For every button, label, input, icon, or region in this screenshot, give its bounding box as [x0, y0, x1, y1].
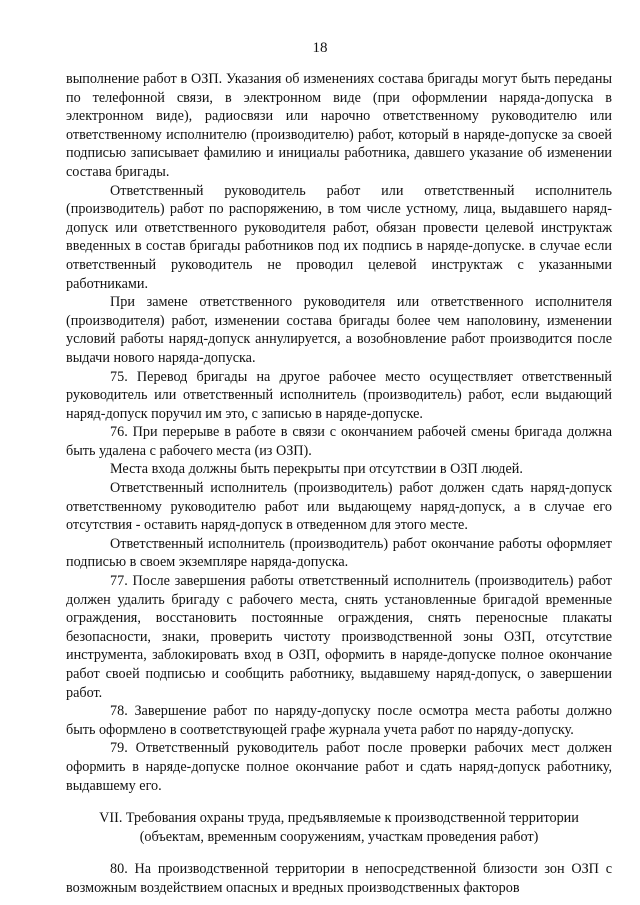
paragraph-item-80: 80. На производственной территории в непосредственной близости зон ОЗП с возможным воздействием опасных и вредных производственных факторов	[66, 861, 612, 896]
page-number: 18	[312, 40, 328, 56]
paragraph-item-76: 76. При перерыве в работе в связи с окончанием рабочей смены бригада должна быть удалена с рабочего места (из ОЗП).	[66, 424, 612, 459]
paragraph: Ответственный исполнитель (производитель) работ окончание работы оформляет подписью в своем экземпляре наряда-допуска.	[66, 535, 612, 571]
paragraph: При замене ответственного руководителя или ответственного исполнителя (производителя) работ, изменении состава бригады более чем наполовину, изменении условий работы наряд-допуск аннулируется, а возобновление работ производится после выдачи нового наряда-допуска.	[66, 294, 612, 366]
paragraph: Места входа должны быть перекрыты при отсутствии в ОЗП людей.	[110, 461, 523, 478]
paragraph-item-75: 75. Перевод бригады на другое рабочее место осуществляет ответственный руководитель или ответственный исполнитель (производитель) работ, если выдающий наряд-допуск поручил им это, с записью в наряде-допуске.	[66, 368, 612, 422]
document-body	[66, 70, 612, 898]
paragraph: Ответственный руководитель работ или ответственный исполнитель (производитель) работ по распоряжению, в том числе устному, лица, выдавшего наряд-допуск или ответственного руководителя работ, обязан провести целевой инструктаж введенных в состав бригады работников под их подпись в наряде-допуске. в случае если ответственный руководитель не проводил целевой инструктаж с указанными работниками.	[66, 182, 612, 292]
paragraph-item-79: 79. Ответственный руководитель работ после проверки рабочих мест должен оформить в наряде-допуске полное окончание работ и сдать наряд-допуск работнику, выдавшему его.	[66, 740, 612, 794]
paragraph-continuation: выполнение работ в ОЗП. Указания об изменениях состава бригады могут быть переданы по телефонной связи, в электронном виде (при оформлении наряда-допуска в электронном виде), радиосвязи или нарочно ответственному руководителю или ответственному исполнителю (производителю) работ, который в наряде-допуске за своей подписью записывает фамилию и инициалы работника, давшего указание об изменении состава бригады.	[66, 71, 612, 180]
paragraph-item-77: 77. После завершения работы ответственный исполнитель (производитель) работ должен удалить бригаду с рабочего места, снять установленные бригадой временные ограждения, восстановить постоянные ограждения, снять переносные плакаты безопасности, знаки, проверить чистоту производственной зоны ОЗП, отсутствие инструмента, заблокировать вход в ОЗП, оформить в наряде-допуске полное окончание работ своей подписью и сообщить работнику, выдавшему наряд-допуск, о завершении работ.	[66, 573, 612, 701]
paragraph-item-78: 78. Завершение работ по наряду-допуску после осмотра места работы должно быть оформлено в соответствующей графе журнала учета работ по наряду-допуску.	[66, 703, 612, 738]
paragraph: Ответственный исполнитель (производитель) работ должен сдать наряд-допуск ответственному руководителю работ или выдающему наряд-допуск, а в случае его отсутствия - оставить наряд-допуск в отведенном для этого месте.	[66, 480, 612, 534]
section-heading: VII. Требования охраны труда, предъявляемые к производственной территории (объектам, временным сооружениям, участкам проведения работ)	[99, 810, 579, 845]
